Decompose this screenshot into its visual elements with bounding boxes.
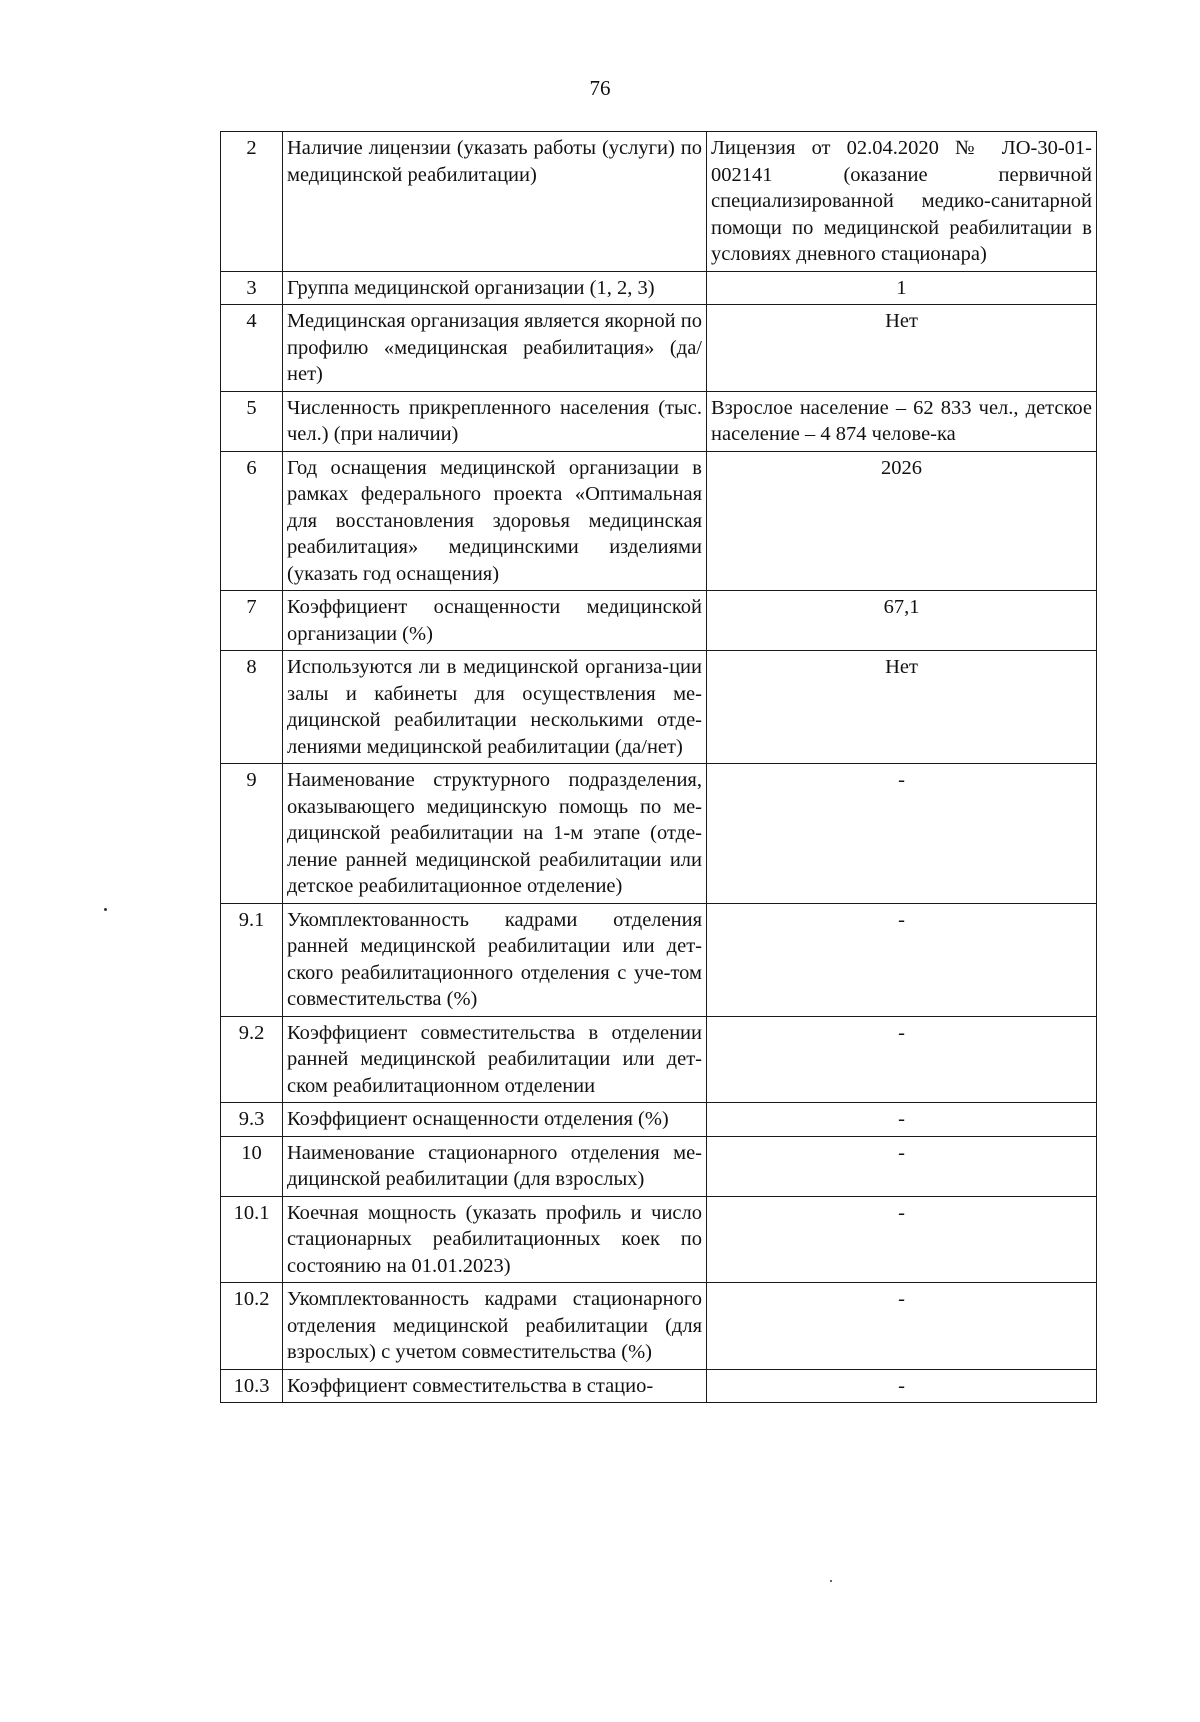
page-number: 76: [589, 76, 611, 100]
row-number: 2: [221, 132, 283, 272]
row-number: 9.2: [221, 1016, 283, 1103]
row-label: Укомплектованность кадрами стационарного отделения медицинской реабилитации (для взрослых) с учетом совместительства (%): [283, 1283, 707, 1370]
row-label: Коэффициент оснащенности медицинской организации (%): [283, 591, 707, 651]
row-label: Укомплектованность кадрами отделения ранней медицинской реабилитации или дет-ского реабилитационного отделения с уче-том совместительства (%): [283, 903, 707, 1016]
table-row: [221, 391, 1097, 451]
row-number: 9.3: [221, 1103, 283, 1137]
table-row: [221, 1016, 1097, 1103]
table-row: [221, 1283, 1097, 1370]
row-number: 9: [221, 764, 283, 904]
row-number: 10.2: [221, 1283, 283, 1370]
table-row: [221, 651, 1097, 764]
table-row: [221, 1196, 1097, 1283]
row-value: -: [707, 1136, 1097, 1196]
row-value: Нет: [707, 651, 1097, 764]
row-label: Наименование стационарного отделения ме-дицинской реабилитации (для взрослых): [283, 1136, 707, 1196]
row-value: -: [707, 1196, 1097, 1283]
row-label: Коэффициент совместительства в отделении ранней медицинской реабилитации или дет-ском реабилитационном отделении: [283, 1016, 707, 1103]
table-body: [221, 132, 1097, 1403]
row-number: 10.3: [221, 1369, 283, 1403]
table-row: [221, 1103, 1097, 1137]
row-value: -: [707, 1369, 1097, 1403]
row-value: Взрослое население – 62 833 чел., детское население – 4 874 челове-ка: [707, 391, 1097, 451]
row-number: 7: [221, 591, 283, 651]
row-number: 9.1: [221, 903, 283, 1016]
row-label: Коечная мощность (указать профиль и число стационарных реабилитационных коек по состоянию на 01.01.2023): [283, 1196, 707, 1283]
table-row: [221, 1369, 1097, 1403]
table-row: [221, 591, 1097, 651]
row-value: Нет: [707, 305, 1097, 392]
row-value: -: [707, 1283, 1097, 1370]
row-value: -: [707, 764, 1097, 904]
row-label: Год оснащения медицинской организации в рамках федерального проекта «Оптимальная для восстановления здоровья медицинская реабилитация» медицинскими изделиями (указать год оснащения): [283, 451, 707, 591]
row-label: Группа медицинской организации (1, 2, 3): [283, 271, 707, 305]
row-number: 5: [221, 391, 283, 451]
table-row: [221, 764, 1097, 904]
row-number: 10: [221, 1136, 283, 1196]
table-row: [221, 132, 1097, 272]
row-number: 6: [221, 451, 283, 591]
scan-speck: [104, 908, 107, 911]
table-row: [221, 1136, 1097, 1196]
row-label: Коэффициент оснащенности отделения (%): [283, 1103, 707, 1137]
row-value: -: [707, 903, 1097, 1016]
row-number: 8: [221, 651, 283, 764]
table-row: [221, 903, 1097, 1016]
row-label: Используются ли в медицинской организа-ции залы и кабинеты для осуществления ме-дицинской реабилитации несколькими отде-лениями медицинской реабилитации (да/нет): [283, 651, 707, 764]
row-label: Наименование структурного подразделения, оказывающего медицинскую помощь по ме-дицинской реабилитации на 1-м этапе (отде-ление ранней медицинской реабилитации или детское реабилитационное отделение): [283, 764, 707, 904]
row-number: 3: [221, 271, 283, 305]
scan-speck: [830, 1580, 832, 1582]
table-row: [221, 451, 1097, 591]
row-label: Численность прикрепленного населения (тыс. чел.) (при наличии): [283, 391, 707, 451]
row-label: Медицинская организация является якорной по профилю «медицинская реабилитация» (да/нет): [283, 305, 707, 392]
row-label: Коэффициент совместительства в стацио-: [283, 1369, 707, 1403]
row-number: 10.1: [221, 1196, 283, 1283]
row-label: Наличие лицензии (указать работы (услуги) по медицинской реабилитации): [283, 132, 707, 272]
table-row: [221, 271, 1097, 305]
row-value: 2026: [707, 451, 1097, 591]
row-value: -: [707, 1103, 1097, 1137]
row-value: -: [707, 1016, 1097, 1103]
row-value: 1: [707, 271, 1097, 305]
row-value: 67,1: [707, 591, 1097, 651]
row-number: 4: [221, 305, 283, 392]
row-value: Лицензия от 02.04.2020 № ЛО-30-01-002141 (оказание первичной специализированной медико-санитарной помощи по медицинской реабилитации в условиях дневного стационара): [707, 132, 1097, 272]
indicators-table: [220, 131, 1097, 1403]
table-row: [221, 305, 1097, 392]
